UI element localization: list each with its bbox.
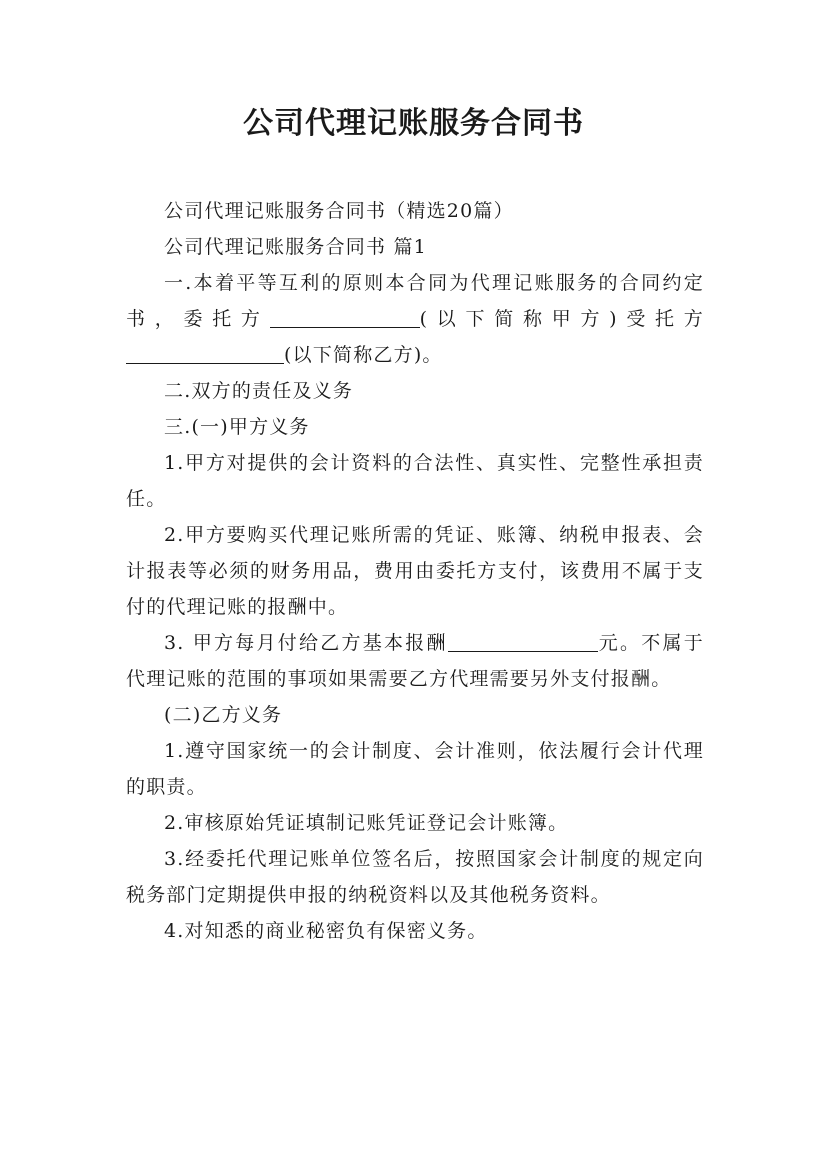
duty-3-text-b: 元。不属于代理记账的范围的事项如果需要乙方代理需要另外支付报酬。 bbox=[126, 632, 704, 690]
paragraph-party-a-duty-1: 1.甲方对提供的会计资料的合法性、真实性、完整性承担责任。 bbox=[126, 452, 704, 510]
paragraph-party-b-duty-4: 4.对知悉的商业秘密负有保密义务。 bbox=[164, 920, 488, 942]
clause-1-text-b: (以下简称甲方)受托方 bbox=[419, 308, 704, 330]
clause-1-text-a: 一.本着平等互利的原则本合同为代理记账服务的合同约定书，委托方 bbox=[126, 272, 704, 330]
paragraph-party-b-duty-3: 3.经委托代理记账单位签名后，按照国家会计制度的规定向税务部门定期提供申报的纳税资料以及其他税务资料。 bbox=[126, 848, 704, 906]
duty-3-text-a: 3. 甲方每月付给乙方基本报酬 bbox=[164, 632, 448, 654]
blank-line-agent bbox=[126, 344, 284, 364]
paragraph-section-heading: 公司代理记账服务合同书 篇1 bbox=[164, 236, 427, 258]
blank-line-fee bbox=[448, 632, 598, 652]
paragraph-party-a-duty-2: 2.甲方要购买代理记账所需的凭证、账簿、纳税申报表、会计报表等必须的财务用品，费用由委托方支付，该费用不属于支付的代理记账的报酬中。 bbox=[126, 524, 704, 618]
paragraph-clause-1 bbox=[126, 265, 704, 373]
paragraph-clause-3: 三.(一)甲方义务 bbox=[164, 416, 310, 438]
paragraph-party-a-duty-3 bbox=[126, 625, 704, 697]
blank-line-principal bbox=[270, 308, 420, 328]
paragraph-subtitle: 公司代理记账服务合同书（精选20篇） bbox=[164, 200, 514, 222]
document-title: 公司代理记账服务合同书 bbox=[243, 106, 584, 141]
paragraph-party-b-heading: (二)乙方义务 bbox=[164, 704, 283, 726]
paragraph-party-b-duty-2: 2.审核原始凭证填制记账凭证登记会计账簿。 bbox=[164, 812, 569, 834]
document-body bbox=[126, 193, 704, 949]
paragraph-party-b-duty-1: 1.遵守国家统一的会计制度、会计准则，依法履行会计代理的职责。 bbox=[126, 740, 704, 798]
clause-1-text-c: (以下简称乙方)。 bbox=[284, 344, 443, 366]
paragraph-clause-2: 二.双方的责任及义务 bbox=[164, 380, 354, 402]
